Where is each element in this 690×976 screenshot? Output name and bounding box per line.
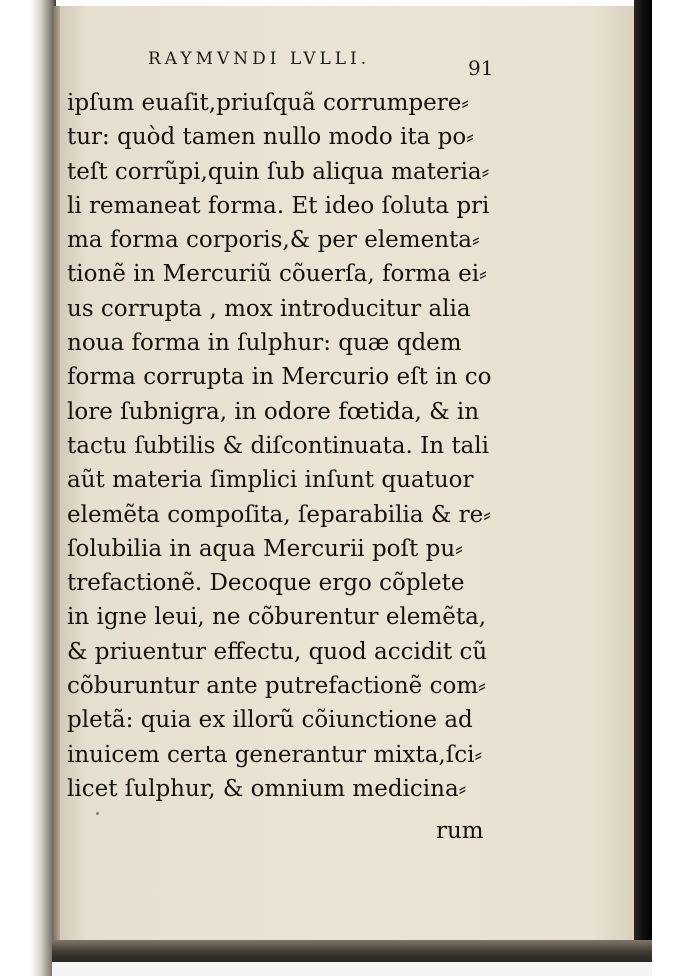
- text-line: elemẽta compoſita, ſeparabilia & re⸗: [67, 501, 491, 528]
- text-line: trefactionẽ. Decoque ergo cõplete: [67, 570, 465, 597]
- text-line: li remaneat forma. Et ideo ſoluta pri: [67, 192, 490, 219]
- text-line: lore ſubnigra, in odore fœtida, & in: [67, 398, 480, 425]
- text-line: us corrupta , mox introducitur alia: [67, 295, 471, 322]
- text-line: ipſum euaſit,priuſquã corrumpere⸗: [67, 90, 469, 116]
- catchword: rum: [436, 818, 484, 844]
- text-line: noua forma in ſulphur: quæ qdem: [67, 330, 462, 357]
- text-line: forma corrupta in Mercurio eſt in co: [67, 364, 492, 391]
- text-line: licet ſulphur, & omnium medicina⸗: [67, 775, 467, 802]
- text-line: inuicem certa generantur mixta,ſci⸗: [67, 741, 483, 768]
- scan-margin-bottom: [52, 962, 652, 976]
- paper-speck: [96, 812, 99, 815]
- text-line: tactu ſubtilis & diſcontinuata. In tali: [67, 432, 489, 459]
- page-edge-right: [634, 0, 652, 976]
- page-number: 91: [468, 56, 494, 80]
- running-head: RAYMVNDI LVLLI.: [148, 49, 371, 69]
- text-line: tionẽ in Mercuriũ cõuerſa, forma ei⸗: [67, 261, 487, 288]
- text-line: aũt materia ſimplici inſunt quatuor: [67, 467, 474, 494]
- text-line: tur: quòd tamen nullo modo ita po⸗: [67, 124, 474, 151]
- text-line: cõburuntur ante putrefactionẽ com⸗: [67, 673, 486, 700]
- body-text: [67, 86, 497, 806]
- text-line: ma forma corporis,& per elementa⸗: [67, 227, 480, 254]
- text-line: ſolubilia in aqua Mercurii poſt pu⸗: [67, 535, 463, 562]
- text-line: in igne leui, ne cõburentur elemẽta,: [67, 604, 487, 631]
- text-line: & priuentur effectu, quod accidit cũ: [67, 638, 488, 665]
- text-line: teſt corrũpi,quin ſub aliqua materia⸗: [67, 158, 490, 185]
- text-line: pletã: quia ex illorũ cõiunctione ad: [67, 707, 473, 734]
- page-gutter: [52, 6, 60, 964]
